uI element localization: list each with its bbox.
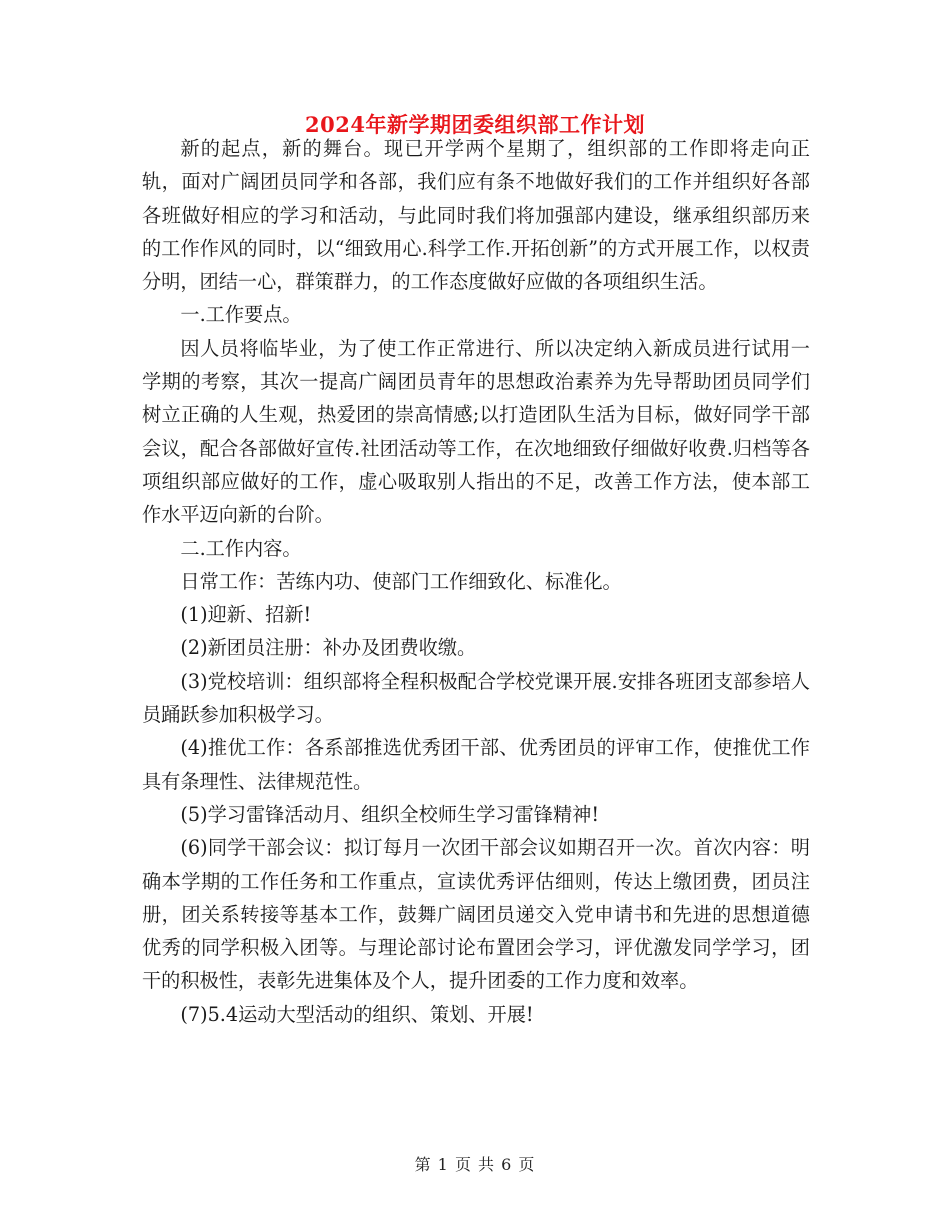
paragraph-daily-work: 日常工作：苦练内功、使部门工作细致化、标准化。	[180, 569, 622, 593]
paragraph-key-points: 因人员将临毕业，为了使工作正常进行、所以决定纳入新成员进行试用一学期的考察，其次一提高广阔团员青年的思想政治素养为先导帮助团员同学们树立正确的人生观，热爱团的崇高情感;以打造团队生活为目标，做好同学干部会议，配合各部做好宣传.社团活动等工作，在次地细致仔细做好收费.归档等各项组织部应做好的工作，虚心吸取别人指出的不足，改善工作方法，使本部工作水平迈向新的台阶。	[142, 336, 810, 527]
document-body	[142, 132, 810, 1031]
list-item-6: (6)同学干部会议：拟订每月一次团干部会议如期召开一次。首次内容：明确本学期的工作任务和工作重点，宣读优秀评估细则，传达上缴团费，团员注册，团关系转接等基本工作，鼓舞广阔团员递交入党申请书和先进的思想道德优秀的同学积极入团等。与理论部讨论布置团会学习，评优激发同学学习，团干的积极性，表彰先进集体及个人，提升团委的工作力度和效率。	[142, 836, 810, 993]
list-item-5: (5)学习雷锋活动月、组织全校师生学习雷锋精神!	[180, 802, 600, 826]
list-item-7: (7)5.4运动大型活动的组织、策划、开展!	[180, 1002, 534, 1026]
list-item-1: (1)迎新、招新!	[180, 603, 312, 627]
document-title: 2024年新学期团委组织部工作计划	[305, 112, 645, 137]
list-item-4: (4)推优工作：各系部推选优秀团干部、优秀团员的评审工作，使推优工作具有条理性、法律规范性。	[142, 736, 810, 793]
section-heading-work-content: 二.工作内容。	[180, 536, 302, 560]
list-item-3: (3)党校培训：组织部将全程积极配合学校党课开展.安排各班团支部参培人员踊跃参加积极学习。	[142, 669, 810, 727]
list-item-2: (2)新团员注册：补办及团费收缴。	[180, 636, 477, 660]
paragraph-intro: 新的起点，新的舞台。现已开学两个星期了，组织部的工作即将走向正轨，面对广阔团员同学和各部，我们应有条不地做好我们的工作并组织好各部各班做好相应的学习和活动，与此同时我们将加强部内建设，继承组织部历来的工作作风的同时，以“细致用心.科学工作.开拓创新”的方式开展工作，以权责分明，团结一心，群策群力，的工作态度做好应做的各项组织生活。	[142, 137, 810, 294]
page-footer: 第 1 页 共 6 页	[414, 1155, 536, 1174]
section-heading-key-points: 一.工作要点。	[180, 303, 302, 327]
